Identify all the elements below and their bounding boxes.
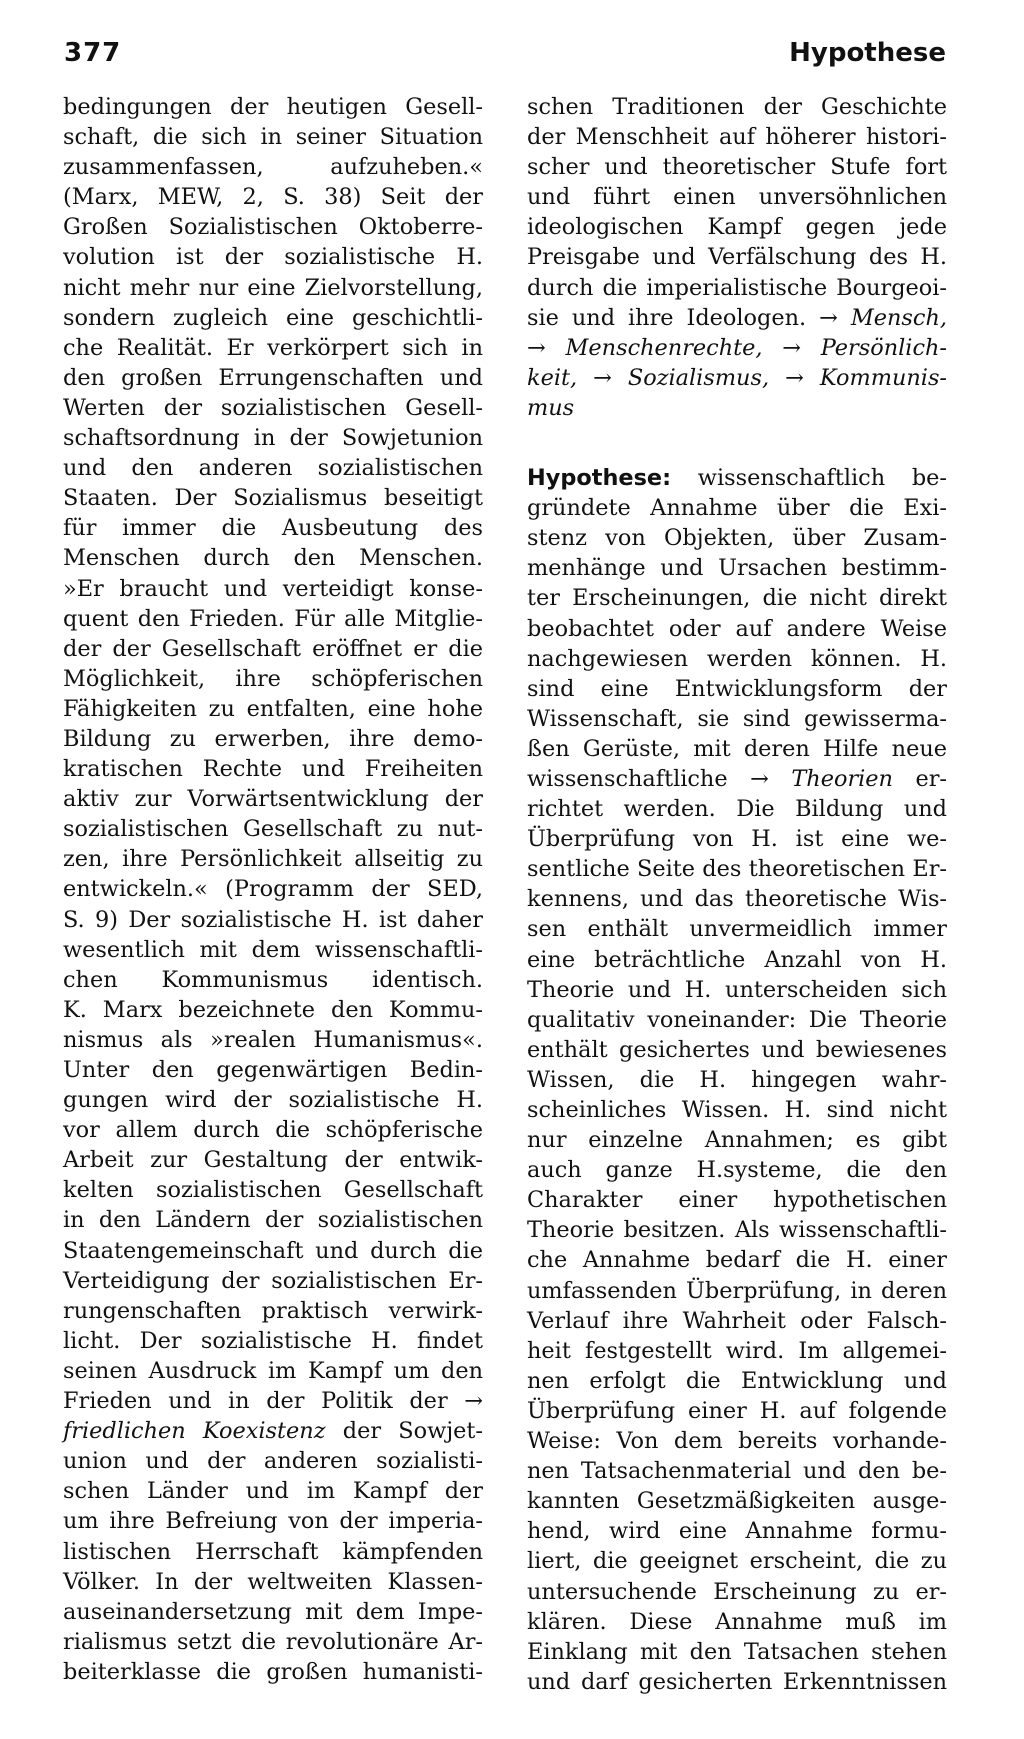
- left-column: [63, 92, 483, 1687]
- text-line: den großen Errungenschaften und: [63, 364, 483, 391]
- text-line: entwickeln.« (Programm der SED,: [63, 876, 483, 903]
- text-line: vor allem durch die schöpferische: [63, 1117, 483, 1144]
- text-line: listischen Herrschaft kämpfenden: [63, 1538, 483, 1565]
- text-line: um ihre Befreiung von der imperia-: [63, 1508, 483, 1535]
- text-line: für immer die Ausbeutung des: [63, 515, 483, 542]
- text-line: nen Tatsachenmaterial und den be-: [527, 1458, 947, 1485]
- text-line: gungen wird der sozialistische H.: [63, 1087, 483, 1114]
- text-line: auch ganze H.systeme, die den: [527, 1157, 947, 1184]
- text-line: ideologischen Kampf gegen jede: [527, 214, 947, 241]
- text-line: der der Gesellschaft eröffnet er die: [63, 635, 483, 662]
- entry-separator: [527, 423, 947, 463]
- text-line: sozialistischen Gesellschaft zu nut-: [63, 816, 483, 843]
- text-line: wesentlich mit dem wissenschaftli-: [63, 936, 483, 963]
- left-column-text: [63, 92, 483, 1687]
- text-line: Überprüfung von H. ist eine we-: [527, 826, 947, 853]
- text-line: Wissenschaft, sie sind gewisserma-: [527, 705, 947, 732]
- text-line: sind eine Entwicklungsform der: [527, 675, 947, 702]
- text-line: Theorie und H. unterscheiden sich: [527, 976, 947, 1003]
- cross-reference-line: sie und ihre Ideologen. → Mensch,: [527, 304, 947, 331]
- text-line: in den Ländern der sozialistischen: [63, 1207, 483, 1234]
- cross-reference-line: → Menschenrechte, → Persönlich-: [527, 334, 947, 361]
- text-line: schaft, die sich in seiner Situation: [63, 124, 483, 151]
- text-line: der Menschheit auf höherer histori-: [527, 124, 947, 151]
- text-line: Großen Sozialistischen Oktoberre-: [63, 214, 483, 241]
- text-line: nismus als »realen Humanismus«.: [63, 1026, 483, 1053]
- text-line-italic-link: friedlichen Koexistenz der Sowjet-: [63, 1418, 483, 1445]
- text-line: enthält gesichertes und bewiesenes: [527, 1036, 947, 1063]
- text-line: Möglichkeit, ihre schöpferischen: [63, 665, 483, 692]
- text-line: S. 9) Der sozialistische H. ist daher: [63, 906, 483, 933]
- text-line: seinen Ausdruck im Kampf um den: [63, 1357, 483, 1384]
- right-column: [527, 92, 947, 1697]
- entry-headword: Hypothese:: [527, 465, 672, 492]
- text-line: sentliche Seite des theoretischen Er-: [527, 856, 947, 883]
- text-line: Bildung zu erwerben, ihre demo-: [63, 725, 483, 752]
- text-line: schen Traditionen der Geschichte: [527, 94, 947, 120]
- text-line: Fähigkeiten zu entfalten, eine hohe: [63, 695, 483, 722]
- text-line: schaftsordnung in der Sowjetunion: [63, 425, 483, 452]
- text-line: nicht mehr nur eine Zielvorstellung,: [63, 274, 483, 301]
- humanismus-entry-end: [527, 92, 947, 423]
- text-line: nur einzelne Annahmen; es gibt: [527, 1127, 947, 1154]
- text-line: K. Marx bezeichnete den Kommu-: [63, 996, 483, 1023]
- text-line: kennens, und das theoretische Wis-: [527, 886, 947, 913]
- text-line: beobachtet oder auf andere Weise: [527, 615, 947, 642]
- text-line: Frieden und in der Politik der →: [63, 1388, 483, 1415]
- text-line: Völker. In der weltweiten Klassen-: [63, 1568, 483, 1595]
- text-line: nachgewiesen werden können. H.: [527, 645, 947, 672]
- text-line: Verteidigung der sozialistischen Er-: [63, 1267, 483, 1294]
- cross-reference-line: mus: [527, 394, 575, 421]
- text-line: chen Kommunismus identisch.: [63, 966, 483, 993]
- text-line: gründete Annahme über die Exi-: [527, 495, 947, 522]
- text-line: richtet werden. Die Bildung und: [527, 796, 947, 823]
- text-line: eine beträchtliche Anzahl von H.: [527, 946, 947, 973]
- text-line: scher und theoretischer Stufe fort: [527, 154, 947, 181]
- hypothese-entry: [527, 463, 947, 1697]
- text-line: und führt einen unversöhnlichen: [527, 184, 947, 211]
- text-line: Unter den gegenwärtigen Bedin-: [63, 1057, 483, 1083]
- text-line: scheinliches Wissen. H. sind nicht: [527, 1097, 947, 1123]
- text-line: kratischen Rechte und Freiheiten: [63, 756, 483, 783]
- text-line: beiterklasse die großen humanisti-: [63, 1658, 483, 1685]
- text-line: menhänge und Ursachen bestimm-: [527, 555, 947, 582]
- entry-first-line-text: wissenschaftlich be-: [697, 465, 947, 492]
- entry-first-line: [527, 463, 947, 493]
- text-line: durch die imperialistische Bourgeoi-: [527, 274, 947, 301]
- text-line: qualitativ voneinander: Die Theorie: [527, 1006, 947, 1033]
- text-line: Menschen durch den Menschen.: [63, 545, 483, 572]
- text-line: ßen Gerüste, mit deren Hilfe neue: [527, 735, 947, 762]
- text-line: rialismus setzt die revolutionäre Ar-: [63, 1628, 483, 1655]
- page-number: 377: [64, 38, 122, 68]
- text-line: bedingungen der heutigen Gesell-: [63, 94, 483, 120]
- text-line: klären. Diese Annahme muß im: [527, 1608, 947, 1635]
- text-line: umfassenden Überprüfung, in deren: [527, 1277, 947, 1304]
- text-line: Überprüfung einer H. auf folgende: [527, 1397, 947, 1424]
- text-line: quent den Frieden. Für alle Mitglie-: [63, 605, 483, 632]
- text-line: Weise: Von dem bereits vorhande-: [527, 1428, 947, 1455]
- text-line: licht. Der sozialistische H. findet: [63, 1327, 483, 1354]
- text-line: Staaten. Der Sozialismus beseitigt: [63, 485, 483, 512]
- text-line: auseinandersetzung mit dem Impe-: [63, 1598, 483, 1625]
- text-line: union und der anderen sozialisti-: [63, 1448, 483, 1475]
- text-line: und den anderen sozialistischen: [63, 455, 483, 482]
- text-line: stenz von Objekten, über Zusam-: [527, 525, 947, 552]
- text-line: che Annahme bedarf die H. einer: [527, 1247, 947, 1274]
- text-line: hend, wird eine Annahme formu-: [527, 1518, 947, 1545]
- text-line: rungenschaften praktisch verwirk-: [63, 1297, 483, 1324]
- text-line: und darf gesicherten Erkenntnissen: [527, 1668, 947, 1695]
- text-line: volution ist der sozialistische H.: [63, 244, 483, 271]
- text-line: Verlauf ihre Wahrheit oder Falsch-: [527, 1307, 947, 1334]
- text-line: Arbeit zur Gestaltung der entwik-: [63, 1147, 483, 1174]
- text-line: sondern zugleich eine geschichtli-: [63, 304, 483, 331]
- text-line: untersuchende Erscheinung zu er-: [527, 1578, 947, 1605]
- text-line: che Realität. Er verkörpert sich in: [63, 334, 483, 361]
- text-line: kelten sozialistischen Gesellschaft: [63, 1177, 483, 1204]
- text-line: zusammenfassen, aufzuheben.«: [63, 154, 483, 181]
- text-line: Charakter einer hypothetischen: [527, 1187, 947, 1214]
- text-line: Theorie besitzen. Als wissenschaftli-: [527, 1217, 947, 1244]
- text-line: »Er braucht und verteidigt konse-: [63, 575, 483, 602]
- running-head: Hypothese: [789, 38, 946, 68]
- text-line: kannten Gesetzmäßigkeiten ausge-: [527, 1488, 947, 1515]
- text-line: Werten der sozialistischen Gesell-: [63, 394, 483, 421]
- text-line: Einklang mit den Tatsachen stehen: [527, 1638, 947, 1665]
- text-line: (Marx, MEW, 2, S. 38) Seit der: [63, 184, 483, 211]
- text-line: nen erfolgt die Entwicklung und: [527, 1367, 947, 1394]
- text-line: zen, ihre Persönlichkeit allseitig zu: [63, 846, 483, 873]
- text-line: schen Länder und im Kampf der: [63, 1478, 483, 1505]
- cross-reference-line: keit, → Sozialismus, → Kommunis-: [527, 364, 948, 391]
- text-line: Preisgabe und Verfälschung des H.: [527, 244, 947, 271]
- text-line: Wissen, die H. hingegen wahr-: [527, 1066, 947, 1093]
- text-line: liert, die geeignet erscheint, die zu: [527, 1548, 947, 1575]
- text-line: ter Erscheinungen, die nicht direkt: [527, 585, 947, 612]
- text-line: heit festgestellt wird. Im allgemei-: [527, 1337, 947, 1364]
- text-line: aktiv zur Vorwärtsentwicklung der: [63, 786, 483, 813]
- text-line: sen enthält unvermeidlich immer: [527, 916, 947, 943]
- text-line: Staatengemeinschaft und durch die: [63, 1237, 483, 1264]
- text-line: wissenschaftliche → Theorien er-: [527, 765, 948, 792]
